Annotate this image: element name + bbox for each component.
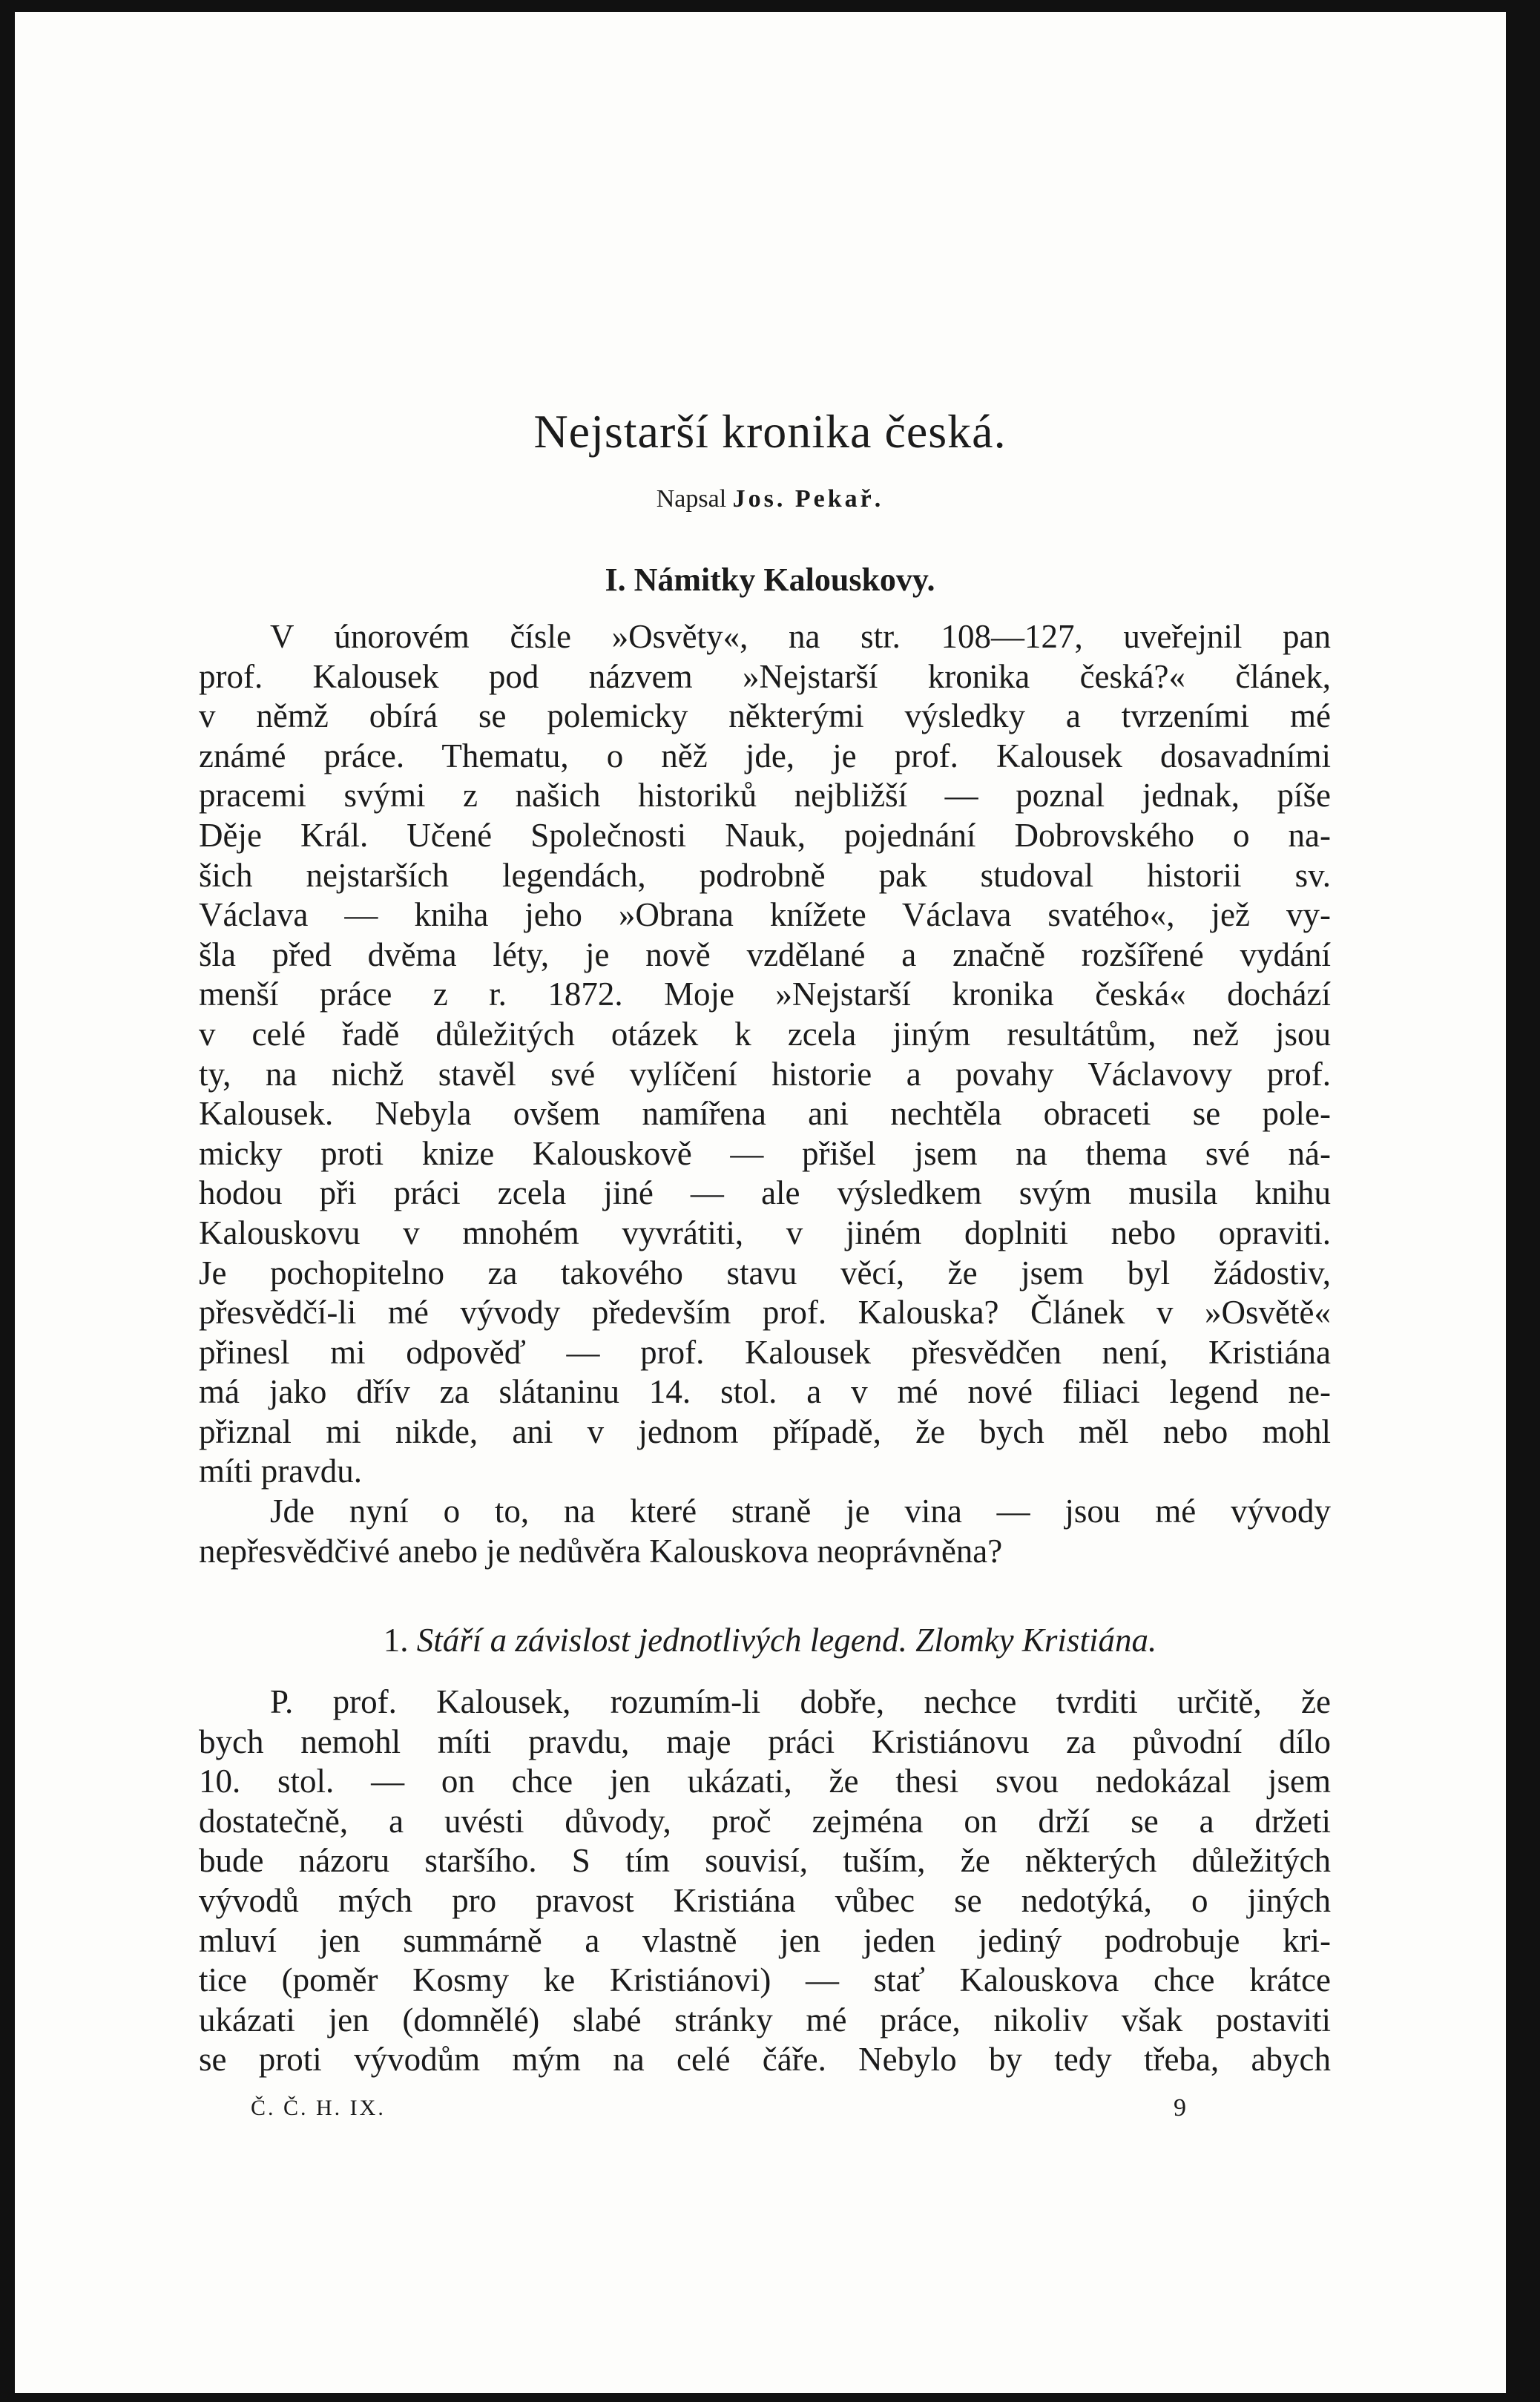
text-line: bude názoru staršího. S tím souvisí, tuším, že některých důležitých bbox=[199, 1842, 1331, 1880]
subsection-number: 1. bbox=[383, 1622, 409, 1659]
text-line: šla před dvěma léty, je nově vzdělané a značně rozšířené vydání bbox=[199, 935, 1331, 973]
text-line: ty, na nichž stavěl své vylíčení historie a povahy Václavovy prof. bbox=[199, 1055, 1331, 1093]
text-line: přesvědčí-li mé vývody především prof. Kalouska? Článek v »Osvětě« bbox=[199, 1294, 1331, 1332]
text-line: známé práce. Thematu, o něž jde, je prof. Kalousek dosavadními bbox=[199, 737, 1331, 774]
text-line: P. prof. Kalousek, rozumím-li dobře, nechce tvrditi určitě, že bbox=[270, 1683, 1331, 1720]
text-line: dostatečně, a uvésti důvody, proč zejména on drží se a držeti bbox=[199, 1802, 1331, 1840]
text-line: Je pochopitelno za takového stavu věcí, že jsem byl žádostiv, bbox=[199, 1254, 1331, 1292]
text-line: se proti vývodům mým na celé čáře. Nebylo by tedy třeba, abych bbox=[199, 2041, 1331, 2079]
text-line: Děje Král. Učené Společnosti Nauk, pojednání Dobrovského o na- bbox=[199, 816, 1331, 854]
section-heading: I. Námitky Kalouskovy. bbox=[605, 562, 935, 598]
byline bbox=[0, 485, 1540, 513]
text-line: mluví jen summárně a vlastně jen jeden jediný podrobuje kri- bbox=[199, 1921, 1331, 1959]
text-line: v němž obírá se polemicky některými výsledky a tvrzeními mé bbox=[199, 697, 1331, 735]
scan-edge bbox=[0, 0, 15, 2402]
text-line: přinesl mi odpověď — prof. Kalousek přesvědčen není, Kristiána bbox=[199, 1333, 1331, 1371]
text-line: Kalouskovu v mnohém vyvrátiti, v jiném doplniti nebo opraviti. bbox=[199, 1214, 1331, 1251]
text-line: V únorovém čísle »Osvěty«, na str. 108—127, uveřejnil pan bbox=[270, 618, 1331, 655]
text-line: v celé řadě důležitých otázek k zcela jiným resultátům, než jsou bbox=[199, 1015, 1331, 1053]
text-line: prof. Kalousek pod názvem »Nejstarší kronika česká?« článek, bbox=[199, 657, 1331, 695]
text-line: nepřesvědčivé anebo je nedůvěra Kalouskova neoprávněna? bbox=[199, 1532, 1003, 1570]
text-line: pracemi svými z našich historiků nejbližší — poznal jednak, píše bbox=[199, 777, 1331, 815]
paragraph-block-2 bbox=[199, 1682, 1331, 2080]
text-line: šich nejstarších legendách, podrobně pak studoval historii sv. bbox=[199, 856, 1331, 894]
text-line: hodou při práci zcela jiné — ale výsledkem svým musila knihu bbox=[199, 1174, 1331, 1212]
text-line: tice (poměr Kosmy ke Kristiánovi) — stať Kalouskova chce krátce bbox=[199, 1961, 1331, 1999]
paragraph-block-1 bbox=[199, 617, 1331, 1571]
page-number: 9 bbox=[1174, 2094, 1186, 2122]
text-line: micky proti knize Kalouskově — přišel jsem na thema své ná- bbox=[199, 1134, 1331, 1172]
text-line: míti pravdu. bbox=[199, 1452, 362, 1490]
byline-prefix: Napsal bbox=[656, 485, 727, 513]
text-line: Jde nyní o to, na které straně je vina — jsou mé vývody bbox=[270, 1493, 1331, 1530]
subsection-title: Stáří a závislost jednotlivých legend. Zlomky Kristiána. bbox=[416, 1622, 1157, 1659]
subsection-heading bbox=[0, 1621, 1540, 1659]
text-line: 10. stol. — on chce jen ukázati, že thesi svou nedokázal jsem bbox=[199, 1763, 1331, 1800]
text-line: přiznal mi nikde, ani v jednom případě, že bych měl nebo mohl bbox=[199, 1412, 1331, 1450]
text-line: bych nemohl míti pravdu, maje práci Kristiánovu za původní dílo bbox=[199, 1722, 1331, 1760]
text-line: vývodů mých pro pravost Kristiána vůbec se nedotýká, o jiných bbox=[199, 1881, 1331, 1919]
footer-signature: Č. Č. H. IX. bbox=[251, 2096, 386, 2120]
text-line: Kalousek. Nebyla ovšem namířena ani nechtěla obraceti se pole- bbox=[199, 1095, 1331, 1133]
text-line: Václava — kniha jeho »Obrana knížete Václava svatého«, jež vy- bbox=[199, 896, 1331, 934]
byline-author: Jos. Pekař. bbox=[732, 485, 884, 513]
text-line: menší práce z r. 1872. Moje »Nejstarší kronika česká« dochází bbox=[199, 975, 1331, 1013]
article-title: Nejstarší kronika česká. bbox=[533, 405, 1007, 458]
text-line: má jako dřív za slátaninu 14. stol. a v mé nové filiaci legend ne- bbox=[199, 1373, 1331, 1411]
text-line: ukázati jen (domnělé) slabé stránky mé práce, nikoliv však postaviti bbox=[199, 2001, 1331, 2039]
